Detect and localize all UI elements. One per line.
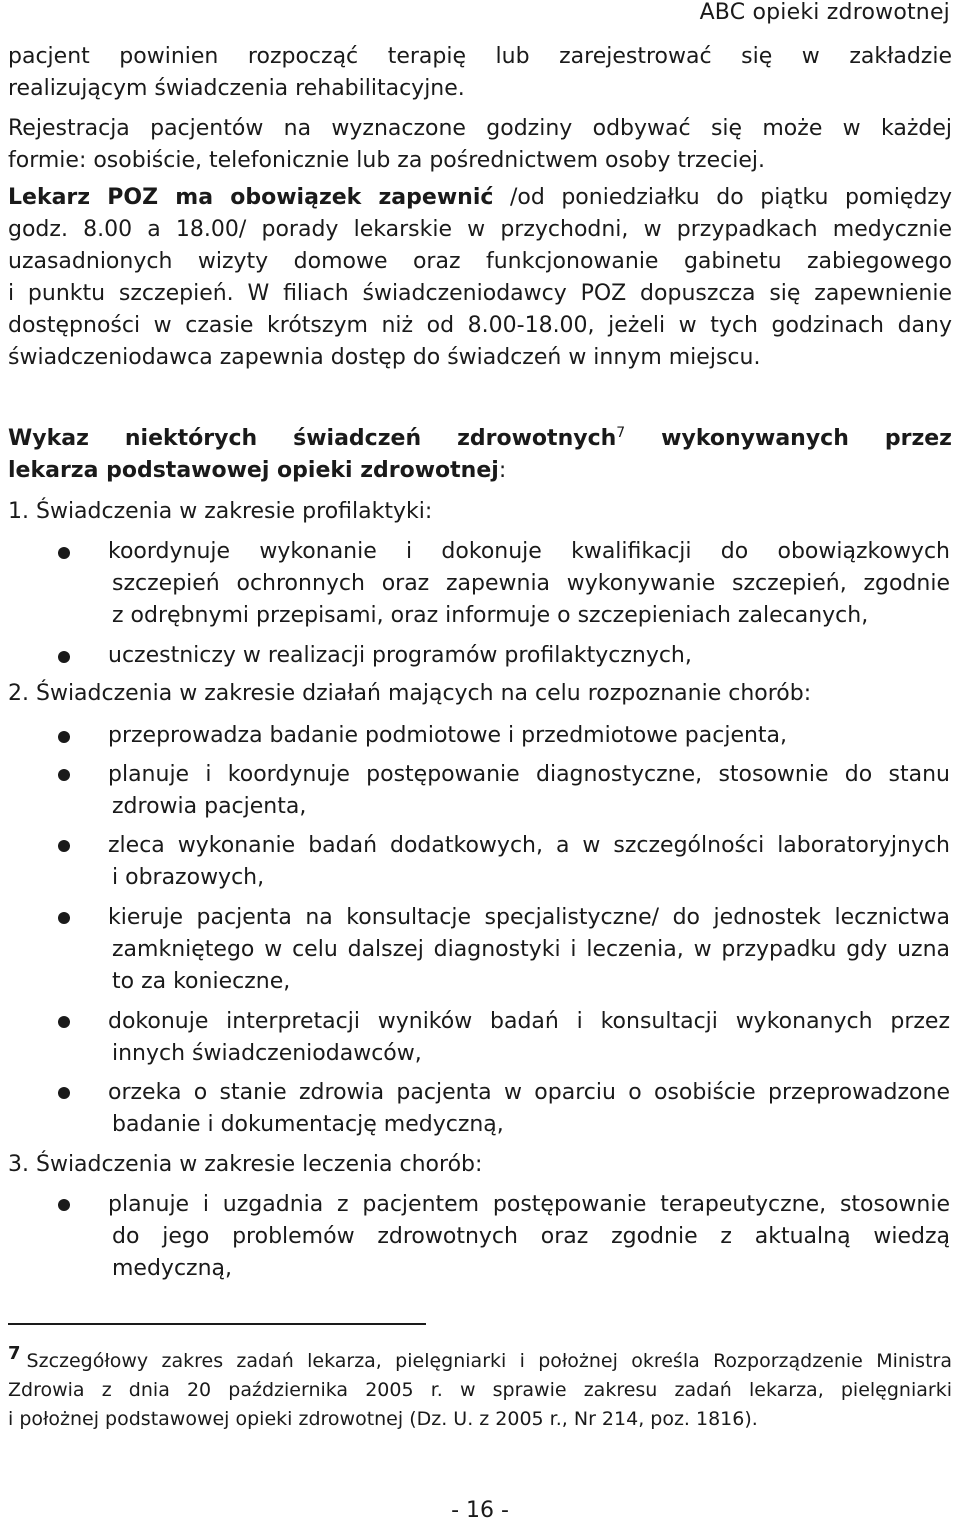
text-line: i obrazowych, xyxy=(112,865,265,890)
heading-text: lekarza podstawowej opieki zdrowotnej xyxy=(8,458,499,483)
list-item xyxy=(108,1006,950,1070)
paragraph-2 xyxy=(8,113,952,177)
text-line: dokonuje interpretacji wyników badań i konsultacji wykonanych przez xyxy=(108,1009,950,1034)
footnote-line: i położnej podstawowej opieki zdrowotnej (Dz. U. z 2005 r., Nr 214, poz. 1816). xyxy=(8,1408,758,1430)
page-number: - 16 - xyxy=(451,1498,509,1523)
bold-phrase: Lekarz POZ ma obowiązek zapewnić xyxy=(8,185,494,210)
text-line: planuje i koordynuje postępowanie diagnostyczne, stosownie do stanu xyxy=(108,762,950,787)
list-item xyxy=(108,1077,950,1141)
footnote-line: Zdrowia z dnia 20 października 2005 r. w sprawie zakresu zadań lekarza, pielęgniarki xyxy=(8,1379,952,1401)
text-line: dostępności w czasie krótszym niż od 8.00-18.00, jeżeli w tych godzinach dany xyxy=(8,313,952,338)
list-item xyxy=(108,830,950,894)
list-item xyxy=(108,1189,950,1285)
text-line: innych świadczeniodawców, xyxy=(112,1041,422,1066)
heading-text: wykonywanych przez xyxy=(625,426,952,451)
section-1-title: 1. Świadczenia w zakresie profilaktyki: xyxy=(8,499,433,524)
bullet-icon xyxy=(58,912,70,924)
heading-text: Wykaz niektórych świadczeń zdrowotnych xyxy=(8,426,617,451)
footnote-mark: 7 xyxy=(8,1343,21,1364)
list-item xyxy=(108,536,950,632)
text-run: /od poniedziałku do piątku pomiędzy xyxy=(493,185,953,210)
list-item xyxy=(108,720,950,752)
text-line: świadczeniodawca zapewnia dostęp do świadczeń w innym miejscu. xyxy=(8,345,761,370)
text-line: medyczną, xyxy=(112,1256,233,1281)
text-line xyxy=(8,182,952,214)
text-line: badanie i dokumentację medyczną, xyxy=(112,1112,504,1137)
text-line: orzeka o stanie zdrowia pacjenta w oparciu o osobiście przeprowadzone xyxy=(108,1080,950,1105)
text-line: formie: osobiście, telefonicznie lub za pośrednictwem osoby trzeciej. xyxy=(8,148,765,173)
list-item xyxy=(108,640,950,672)
list-item xyxy=(108,759,950,823)
bullet-icon xyxy=(58,1199,70,1211)
bullet-icon xyxy=(58,547,70,559)
text-line: i punktu szczepień. W filiach świadczeniodawcy POZ dopuszcza się zapewnienie xyxy=(8,281,952,306)
text-line: to za konieczne, xyxy=(112,969,291,994)
section-heading xyxy=(8,423,952,487)
text-line: uczestniczy w realizacji programów profilaktycznych, xyxy=(108,643,692,668)
bullet-icon xyxy=(58,1016,70,1028)
section-3-title: 3. Świadczenia w zakresie leczenia chorób: xyxy=(8,1152,483,1177)
bullet-icon xyxy=(58,1087,70,1099)
footnote-text: Szczegółowy zakres zadań lekarza, pielęgniarki i położnej określa Rozporządzenie Ministra xyxy=(26,1350,952,1372)
running-header: ABC opieki zdrowotnej xyxy=(699,0,950,25)
bullet-icon xyxy=(58,731,70,743)
paragraph-3 xyxy=(8,182,952,374)
text-line: uzasadnionych wizyty domowe oraz funkcjonowanie gabinetu zabiegowego xyxy=(8,249,952,274)
bullet-icon xyxy=(58,769,70,781)
text-line: pacjent powinien rozpocząć terapię lub zarejestrować się w zakładzie xyxy=(8,44,952,69)
text-line: z odrębnymi przepisami, oraz informuje o szczepieniach zalecanych, xyxy=(112,603,869,628)
text-line: realizującym świadczenia rehabilitacyjne. xyxy=(8,76,465,101)
list-item xyxy=(108,902,950,998)
text-line: zdrowia pacjenta, xyxy=(112,794,307,819)
text-line: planuje i uzgadnia z pacjentem postępowanie terapeutyczne, stosownie xyxy=(108,1192,950,1217)
footnote-line xyxy=(8,1343,952,1376)
bullet-icon xyxy=(58,840,70,852)
heading-line xyxy=(8,423,952,455)
footnote-ref: 7 xyxy=(616,425,626,441)
text-line: szczepień ochronnych oraz zapewnia wykonywanie szczepień, zgodnie xyxy=(112,571,950,596)
text-line: zamkniętego w celu dalszej diagnostyki i leczenia, w przypadku gdy uzna xyxy=(112,937,950,962)
text-line: godz. 8.00 a 18.00/ porady lekarskie w przychodni, w przypadkach medycznie xyxy=(8,217,952,242)
bullet-icon xyxy=(58,651,70,663)
paragraph-1 xyxy=(8,41,952,105)
text-line: do jego problemów zdrowotnych oraz zgodnie z aktualną wiedzą xyxy=(112,1224,950,1249)
heading-line xyxy=(8,455,952,487)
footnote xyxy=(8,1343,952,1434)
footnote-separator xyxy=(8,1323,426,1325)
text-line: koordynuje wykonanie i dokonuje kwalifikacji do obowiązkowych xyxy=(108,539,950,564)
text-line: zleca wykonanie badań dodatkowych, a w szczególności laboratoryjnych xyxy=(108,833,950,858)
text-line: Rejestracja pacjentów na wyznaczone godziny odbywać się może w każdej xyxy=(8,116,952,141)
heading-colon: : xyxy=(498,458,507,483)
text-line: kieruje pacjenta na konsultacje specjalistyczne/ do jednostek lecznictwa xyxy=(108,905,950,930)
section-2-title: 2. Świadczenia w zakresie działań mających na celu rozpoznanie chorób: xyxy=(8,681,812,706)
text-line: przeprowadza badanie podmiotowe i przedmiotowe pacjenta, xyxy=(108,723,788,748)
